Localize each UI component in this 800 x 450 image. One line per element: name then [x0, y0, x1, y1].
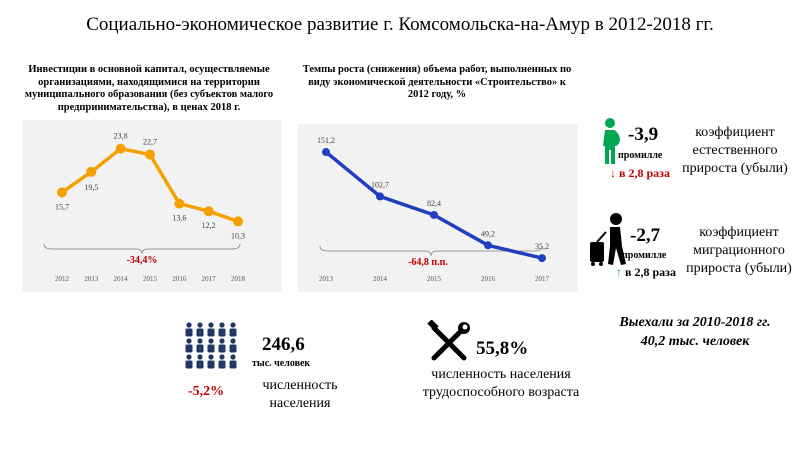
migration-unit: промилле — [622, 250, 667, 261]
construction-x-tick-label: 2017 — [535, 275, 549, 283]
investment-x-tick-label: 2017 — [201, 275, 216, 283]
investment-point — [145, 150, 155, 160]
construction-point — [322, 148, 330, 156]
investment-data-label: 23,8 — [113, 131, 128, 141]
tools-icon — [426, 320, 472, 366]
investment-data-label: 19,5 — [84, 182, 99, 192]
natural-increase-value: -3,9 — [628, 124, 659, 145]
construction-x-tick-label: 2016 — [481, 275, 495, 283]
investment-point — [174, 199, 184, 209]
investment-data-label: 12,2 — [201, 221, 216, 231]
investment-x-tick-label: 2018 — [231, 275, 245, 283]
construction-line-chart — [298, 124, 578, 292]
investment-x-tick-label: 2015 — [143, 275, 157, 283]
construction-change-label: -64,8 п.п. — [408, 257, 448, 268]
investment-change-brace — [44, 244, 240, 254]
population-value: 246,6 — [262, 334, 305, 355]
investment-point — [86, 167, 96, 177]
population-unit: тыс. человек — [252, 358, 311, 369]
investment-x-tick-label: 2012 — [55, 275, 69, 283]
investment-x-tick-label: 2014 — [113, 275, 128, 283]
investment-line-chart — [22, 120, 282, 292]
construction-data-label: 49,2 — [481, 229, 495, 239]
natural-increase-label: коэффициент естественного прироста (убыли) — [682, 125, 788, 176]
construction-point — [430, 211, 438, 219]
investment-point — [233, 216, 243, 226]
investment-data-label: 13,6 — [172, 213, 187, 223]
departed-line1: Выехали за 2010-2018 гг. — [619, 315, 771, 330]
migration-change-text: в 2,8 раза — [625, 265, 676, 279]
investment-change-label: -34,4% — [126, 255, 158, 266]
migration-value: -2,7 — [630, 225, 661, 246]
people-group-icon — [184, 320, 238, 370]
investment-x-tick-label: 2013 — [84, 275, 99, 283]
departed-note — [600, 313, 790, 351]
departed-line2: 40,2 тыс. человек — [640, 334, 750, 349]
migration-arrow: ↑ — [616, 265, 622, 279]
construction-data-label: 35,2 — [535, 242, 549, 252]
investment-data-label: 22,7 — [143, 137, 157, 147]
investment-x-tick-label: 2016 — [172, 275, 187, 283]
construction-data-label: 102,7 — [371, 180, 389, 190]
investment-data-label: 10,3 — [231, 231, 245, 241]
investment-point — [57, 187, 67, 197]
investment-point — [116, 144, 126, 154]
construction-x-tick-label: 2013 — [319, 275, 333, 283]
construction-data-label: 82,4 — [427, 198, 441, 208]
construction-point — [538, 254, 546, 262]
natural-increase-change: ↓ в 2,8 раза — [610, 166, 670, 180]
migration-label: коэффициент миграционного прироста (убыли) — [686, 225, 792, 276]
construction-point — [484, 241, 492, 249]
migration-change — [616, 265, 676, 280]
construction-x-tick-label: 2015 — [427, 275, 441, 283]
investment-data-label: 15,7 — [55, 202, 69, 212]
population-label: численность населения — [262, 378, 338, 411]
working-age-value: 55,8% — [476, 338, 529, 359]
construction-chart-title: Темпы роста (снижения) объема работ, выполненных по виду экономической деятельности «Строительство» к 2012 году, % — [302, 64, 572, 100]
natural-increase-unit: промилле — [618, 150, 663, 161]
page-title: Социально-экономическое развитие г. Комсомольска-на-Амур в 2012-2018 гг. — [86, 14, 714, 35]
construction-x-tick-label: 2014 — [373, 275, 387, 283]
population-change: -5,2% — [188, 384, 225, 399]
investment-chart-title: Инвестиции в основной капитал, осуществляемые организациями, находящимися на территории муниципального образования (без субъектов малого предпринимательства), в ценах 2018 г. — [24, 64, 274, 113]
investment-point — [204, 206, 214, 216]
working-age-label: численность населения трудоспособного возраста — [422, 367, 580, 400]
construction-data-label: 151,2 — [317, 136, 335, 146]
construction-point — [376, 192, 384, 200]
